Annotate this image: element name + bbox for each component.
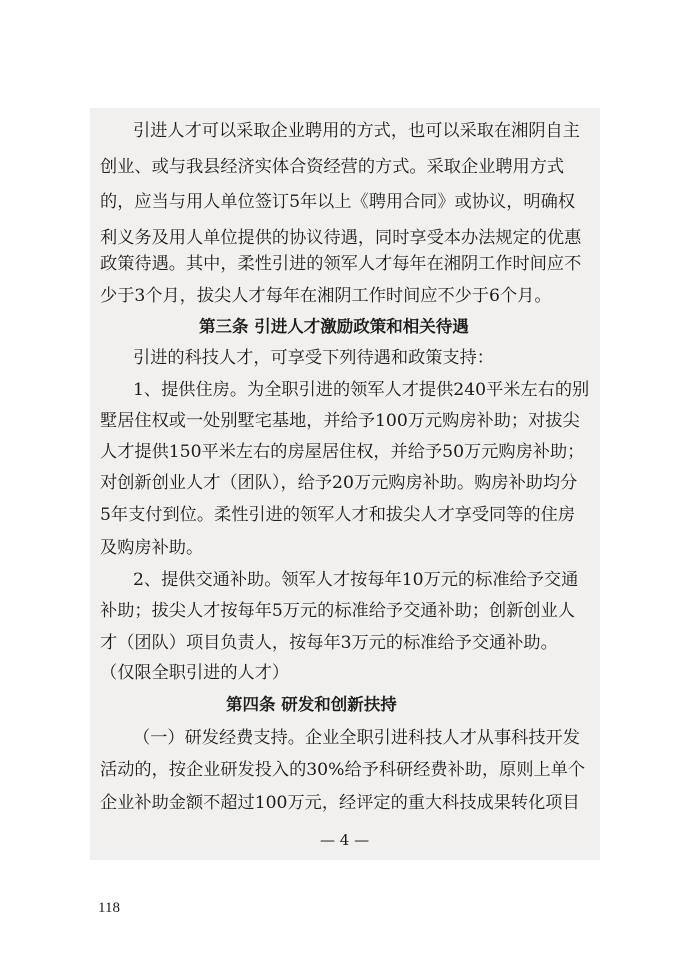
page-number: 118 <box>98 900 120 916</box>
body-line: 人才提供150平米左右的房屋居住权，并给予50万元购房补助； <box>100 442 585 462</box>
body-line: 及购房补助。 <box>100 538 204 558</box>
body-line: （仅限全职引进的人才） <box>100 663 290 683</box>
body-line: 创业、或与我县经济实体合资经营的方式。采取企业聘用方式 <box>100 157 565 177</box>
body-line: 才（团队）项目负责人，按每年3万元的标准给予交通补助。 <box>100 633 558 653</box>
body-line: 5年支付到位。柔性引进的领军人才和拔尖人才享受同等的住房 <box>100 505 576 525</box>
page-folio: — 4 — <box>320 831 370 849</box>
body-line: 补助；拔尖人才按每年5万元的标准给予交通补助；创新创业人 <box>100 601 576 621</box>
body-line: 的，应当与用人单位签订5年以上《聘用合同》或协议，明确权 <box>100 192 576 212</box>
body-line: 引进的科技人才，可享受下列待遇和政策支持： <box>133 348 494 368</box>
section-heading: 第三条 引进人才激励政策和相关待遇 <box>199 317 469 336</box>
body-line: 利义务及用人单位提供的协议待遇，同时享受本办法规定的优惠 <box>100 228 582 248</box>
body-line: 少于3个月，拔尖人才每年在湘阴工作时间应不少于6个月。 <box>100 286 552 306</box>
body-line: 墅居住权或一处别墅宅基地，并给予100万元购房补助；对拔尖 <box>100 411 580 431</box>
body-line: 企业补助金额不超过100万元，经评定的重大科技成果转化项目 <box>100 793 580 813</box>
body-line: （一）研发经费支持。企业全职引进科技人才从事科技开发 <box>133 728 580 748</box>
body-line: 1、提供住房。为全职引进的领军人才提供240平米左右的别 <box>133 380 590 400</box>
body-line: 引进人才可以采取企业聘用的方式，也可以采取在湘阴自主 <box>133 121 580 141</box>
body-line: 政策待遇。其中，柔性引进的领军人才每年在湘阴工作时间应不 <box>100 254 582 274</box>
section-heading: 第四条 研发和创新扶持 <box>226 695 397 714</box>
body-line: 2、提供交通补助。领军人才按每年10万元的标准给予交通 <box>133 570 579 590</box>
body-line: 对创新创业人才（团队），给予20万元购房补助。购房补助均分 <box>100 473 578 493</box>
body-line: 活动的，按企业研发投入的30%给予科研经费补助，原则上单个 <box>100 760 586 780</box>
